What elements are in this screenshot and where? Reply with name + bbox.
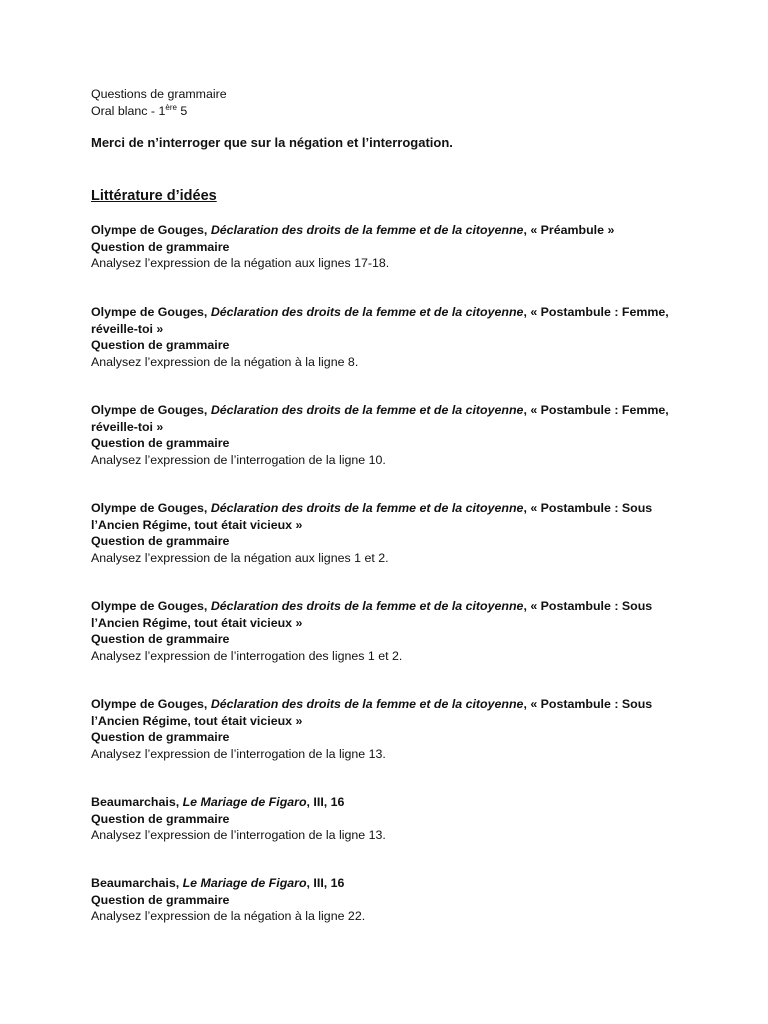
entry-label: Question de grammaire [91, 730, 230, 744]
entry-source-continued: réveille-toi » [91, 419, 164, 434]
entry-question: Analysez l’expression de l’interrogation de la ligne 10. [91, 452, 386, 467]
work-title: Déclaration des droits de la femme et de la citoyenne [210, 697, 524, 711]
entry-question: Analysez l’expression de la négation aux lignes 17-18. [91, 256, 390, 270]
work-title: Déclaration des droits de la femme et de la citoyenne [210, 403, 524, 417]
instruction [91, 135, 677, 152]
header-class: Oral blanc - 1ère 5 [91, 102, 188, 118]
entry-source: Olympe de Gouges, Déclaration des droits de la femme et de la citoyenne, « Préambule » [91, 223, 615, 237]
question-entry [91, 875, 677, 925]
question-entry [91, 222, 677, 272]
question-entry [91, 794, 677, 844]
entry-label: Question de grammaire [91, 811, 230, 826]
entry-source-continued: l’Ancien Régime, tout était vicieux » [91, 713, 303, 728]
question-entry [91, 304, 677, 370]
entry-label: Question de grammaire [91, 632, 230, 646]
entry-question: Analysez l’expression de l’interrogation de la ligne 13. [91, 746, 386, 761]
work-title: Déclaration des droits de la femme et de la citoyenne [210, 223, 524, 237]
entry-source-continued: réveille-toi » [91, 321, 164, 336]
entry-source: Olympe de Gouges, Déclaration des droits de la femme et de la citoyenne, « Postambule : Sous [91, 599, 653, 613]
work-title: Déclaration des droits de la femme et de la citoyenne [210, 305, 524, 319]
work-title: Déclaration des droits de la femme et de la citoyenne [210, 501, 524, 515]
entry-source-continued: l’Ancien Régime, tout était vicieux » [91, 517, 303, 532]
section-title: Littérature d’idées [91, 188, 217, 204]
entry-question: Analysez l’expression de la négation à la ligne 8. [91, 354, 359, 369]
section-heading [91, 187, 677, 205]
entry-source: Olympe de Gouges, Déclaration des droits de la femme et de la citoyenne, « Postambule : Femme, [91, 403, 669, 417]
document-header [91, 86, 677, 119]
entry-label: Question de grammaire [91, 239, 230, 254]
entry-source: Olympe de Gouges, Déclaration des droits de la femme et de la citoyenne, « Postambule : Femme, [91, 305, 669, 319]
entry-label: Question de grammaire [91, 892, 230, 907]
entry-source: Olympe de Gouges, Déclaration des droits de la femme et de la citoyenne, « Postambule : Sous [91, 697, 653, 711]
work-title: Le Mariage de Figaro [182, 876, 307, 890]
header-title: Questions de grammaire [91, 87, 227, 101]
entry-source: Beaumarchais, Le Mariage de Figaro, III, 16 [91, 795, 345, 809]
question-entry [91, 402, 677, 468]
question-entry [91, 598, 677, 664]
work-title: Déclaration des droits de la femme et de la citoyenne [210, 599, 524, 613]
entry-label: Question de grammaire [91, 534, 230, 548]
entry-question: Analysez l’expression de l’interrogation des lignes 1 et 2. [91, 648, 403, 663]
entry-source: Beaumarchais, Le Mariage de Figaro, III, 16 [91, 876, 345, 890]
entry-question: Analysez l’expression de la négation aux lignes 1 et 2. [91, 550, 389, 565]
entry-source: Olympe de Gouges, Déclaration des droits de la femme et de la citoyenne, « Postambule : Sous [91, 501, 653, 515]
instruction-text: Merci de n’interroger que sur la négation et l’interrogation. [91, 135, 453, 150]
entry-question: Analysez l’expression de la négation à la ligne 22. [91, 909, 366, 923]
entry-label: Question de grammaire [91, 338, 230, 352]
entry-question: Analysez l’expression de l’interrogation de la ligne 13. [91, 828, 386, 842]
entry-source-continued: l’Ancien Régime, tout était vicieux » [91, 615, 303, 630]
question-entry [91, 500, 677, 566]
entry-label: Question de grammaire [91, 436, 230, 450]
work-title: Le Mariage de Figaro [182, 795, 307, 809]
question-entry [91, 696, 677, 762]
